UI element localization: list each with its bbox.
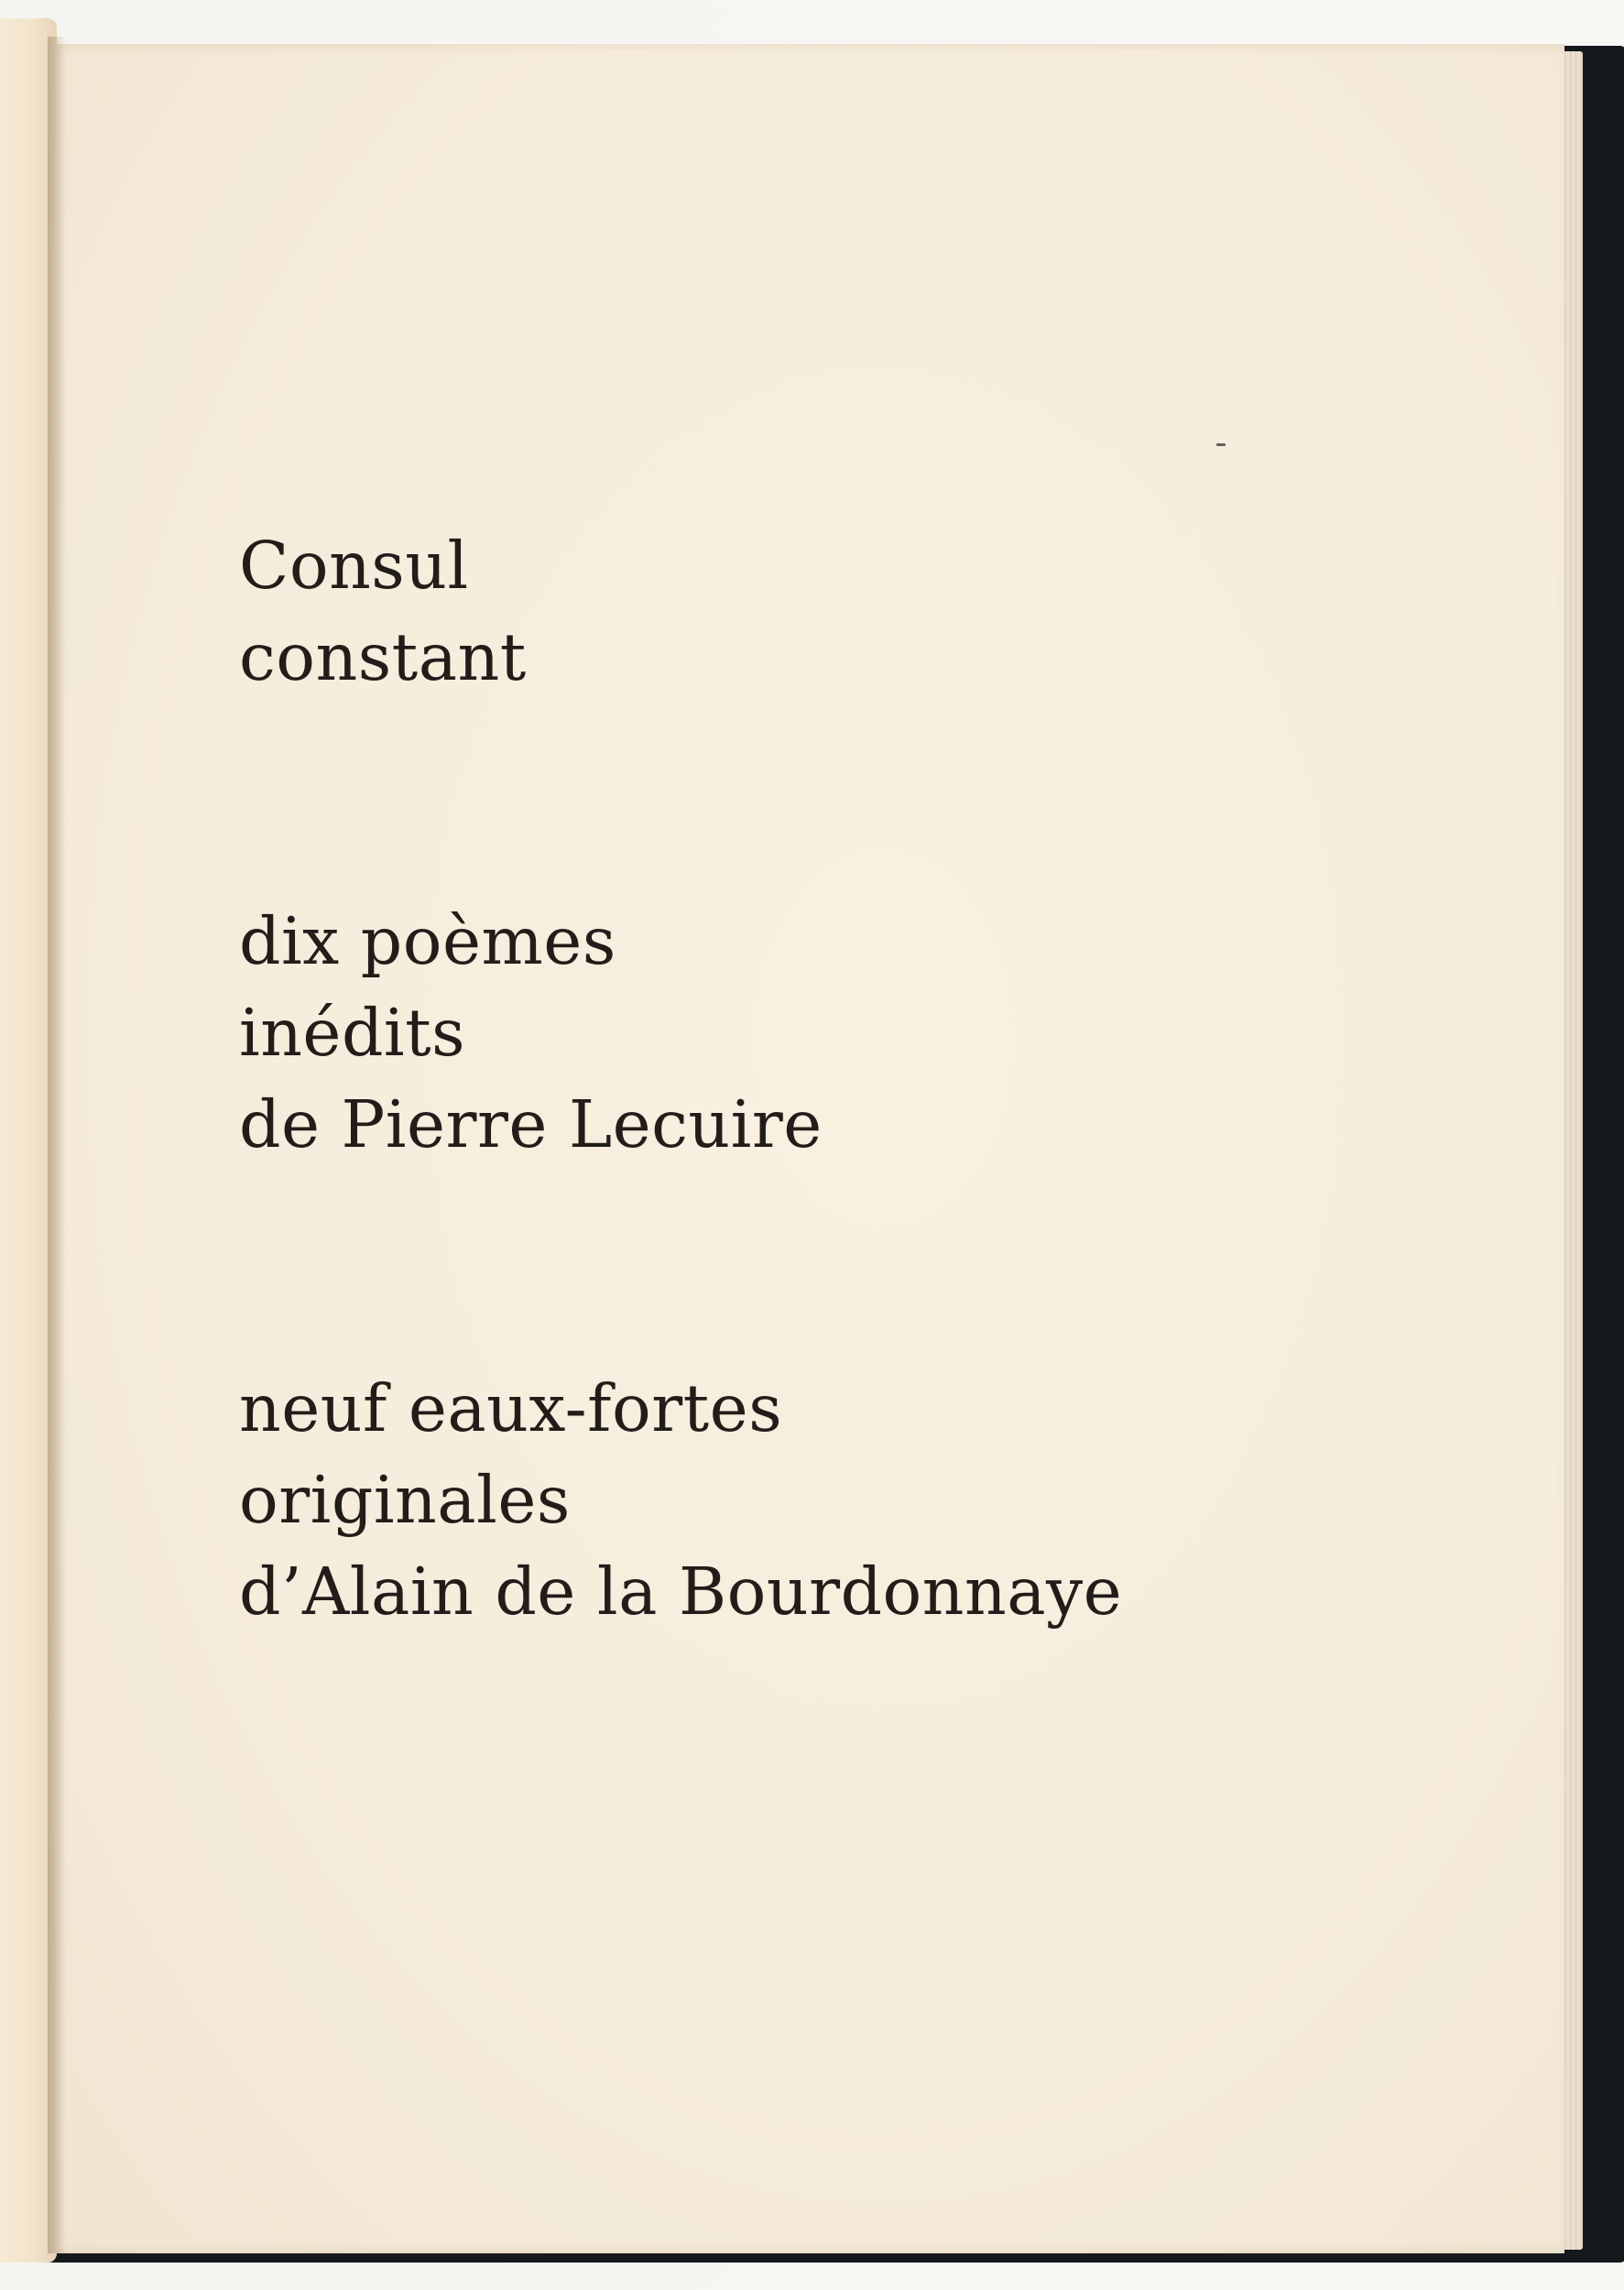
paper-speck bbox=[1216, 443, 1226, 446]
poems-line-2: inédits bbox=[239, 995, 466, 1071]
poems-stanza bbox=[239, 896, 1430, 1171]
poems-line-3: de Pierre Lecuire bbox=[239, 1086, 823, 1162]
title-line-1: Consul bbox=[239, 528, 469, 604]
title-page-text bbox=[239, 520, 1430, 1638]
etchings-line-1: neuf eaux-fortes bbox=[239, 1370, 783, 1446]
title-line-2: constant bbox=[239, 619, 527, 695]
title-stanza bbox=[239, 520, 1430, 703]
etchings-line-2: originales bbox=[239, 1462, 571, 1538]
gutter-shadow bbox=[48, 37, 66, 2253]
etchings-line-3: d’Alain de la Bourdonnaye bbox=[239, 1554, 1123, 1630]
title-page bbox=[51, 44, 1564, 2253]
etchings-stanza bbox=[239, 1363, 1430, 1638]
poems-line-1: dix poèmes bbox=[239, 903, 616, 979]
